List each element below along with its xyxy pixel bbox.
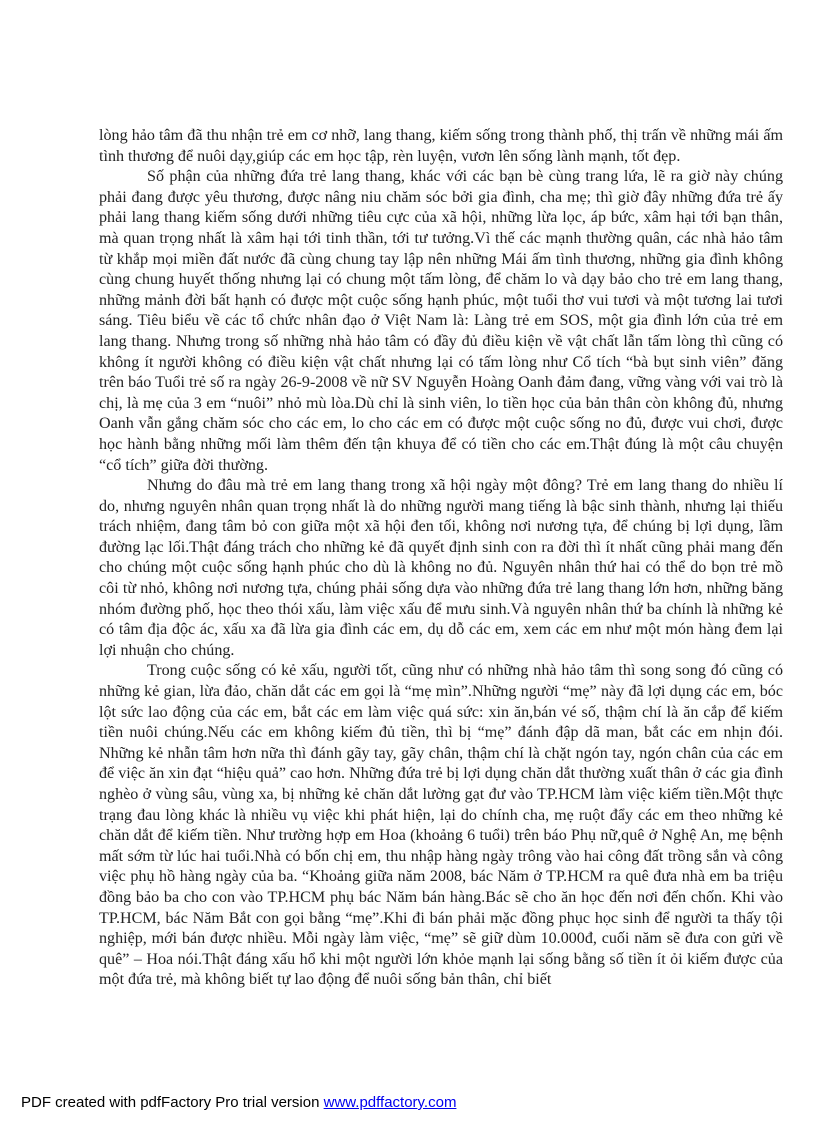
paragraph-2: Số phận của những đứa trẻ lang thang, khác với các bạn bè cùng trang lứa, lẽ ra giờ này chúng phải đang được yêu thương, được nâng niu chăm sóc bởi gia đình, cha mẹ; thì giờ đây những đứa trẻ ấy phải lang thang kiếm sống dưới những tiêu cực của xã hội, những lừa lọc, áp bức, xâm hại tới bạn thân, mà quan trọng nhất là xâm hại tới tinh thần, tới tư tưởng.Vì thế các mạnh thường quân, các nhà hảo tâm từ khắp mọi miền đất nước đã cùng chung tay lập nên những Mái ấm tình thương, những gia đình không cùng chung huyết thống nhưng lại có chung một tấm lòng, để chăm lo và dạy bảo cho trẻ em lang thang, những mảnh đời bất hạnh có được một cuộc sống hạnh phúc, một tuổi thơ vui tươi và một tương lai tươi sáng. Tiêu biểu về các tổ chức nhân đạo ở Việt Nam là: Làng trẻ em SOS, một gia đình lớn của trẻ em lang thang. Nhưng trong số những nhà hảo tâm có đầy đủ điều kiện về vật chất lẫn tấm lòng thì cũng có không ít người không có điều kiện vật chất nhưng lại có tấm lòng như Cổ tích “bà bụt sinh viên” đăng trên báo Tuổi trẻ số ra ngày 26-9-2008 về nữ SV Nguyễn Hoàng Oanh đảm đang, vững vàng với vai trò là chị, là mẹ của 3 em “nuôi” nhỏ mù lòa.Dù chỉ là sinh viên, lo tiền học của bản thân còn không đủ, nhưng Oanh vẫn gắng chăm sóc cho các em, lo cho các em có được một cuộc sống no đủ, được vui chơi, được học hành bằng những mối làm thêm đến tận khuya để có tiền cho các em.Thật đúng là một câu chuyện “cổ tích” giữa đời thường. (99, 168, 783, 474)
pdffactory-link[interactable]: www.pdffactory.com (323, 1094, 457, 1111)
paragraph-1: lòng hảo tâm đã thu nhận trẻ em cơ nhỡ, lang thang, kiếm sống trong thành phố, thị trấn về những mái ấm tình thương để nuôi dạy,giúp các em học tập, rèn luyện, vươn lên sống lành mạnh, tốt đẹp. (99, 127, 783, 165)
paragraph-3: Nhưng do đâu mà trẻ em lang thang trong xã hội ngày một đông? Trẻ em lang thang do nhiều lí do, nhưng nguyên nhân quan trọng nhất là do những người mang tiếng là bậc sinh thành, nhưng lại thiếu trách nhiệm, đang tâm bỏ con giữa một xã hội đen tối, không nơi nương tựa, để chúng bị lợi dụng, lầm đường lạc lối.Thật đáng trách cho những kẻ đã quyết định sinh con ra đời thì ít nhất cũng phải mang đến cho chúng một cuộc sống hạnh phúc cho dù là không no đủ. Nguyên nhân thứ hai có thể do bọn trẻ mồ côi từ nhỏ, không nơi nương tựa, chúng phải sống dựa vào những đứa trẻ lang thang lớn hơn, những băng nhóm đường phố, học theo thói xấu, làm việc xấu để mưu sinh.Và nguyên nhân thứ ba chính là những kẻ có tâm địa độc ác, xấu xa đã lừa gia đình các em, dụ dỗ các em, xem các em như một món hàng đem lại lợi nhuận cho chúng. (99, 477, 783, 659)
document-body (99, 126, 783, 991)
paragraph-4: Trong cuộc sống có kẻ xấu, người tốt, cũng như có những nhà hảo tâm thì song song đó cũng có những kẻ gian, lừa đảo, chăn dắt các em gọi là “mẹ mìn”.Những người “mẹ” này đã lợi dụng các em, bóc lột sức lao động của các em, bắt các em làm việc quá sức: xin ăn,bán vé số, thậm chí là ăn cắp để kiếm tiền nuôi chúng.Nếu các em không kiếm đủ tiền, thì bị “mẹ” đánh đập dã man, bắt các em nhịn đói. Những kẻ nhẫn tâm hơn nữa thì đánh gãy tay, gãy chân, thậm chí là chặt ngón tay, ngón chân của các em để việc ăn xin đạt “hiệu quả” cao hơn. Những đứa trẻ bị lợi dụng chăn dắt thường xuất thân ở các gia đình nghèo ở vùng sâu, vùng xa, bị những kẻ chăn dắt lường gạt đư vào TP.HCM làm việc kiếm tiền.Một thực trạng đau lòng khác là nhiều vụ việc khi phát hiện, lại do chính cha, mẹ ruột đẩy các em theo những kẻ chăn dắt để kiếm tiền. Như trường hợp em Hoa (khoảng 6 tuổi) trên báo Phụ nữ,quê ở Nghệ An, mẹ bệnh mất sớm từ lúc hai tuổi.Nhà có bốn chị em, thu nhập hàng ngày trông vào hai công đất trồng sắn và công việc phụ hồ hàng ngày của ba. “Khoảng giữa năm 2008, bác Năm ở TP.HCM ra quê đưa nhà em ba triệu đồng bảo ba cho con vào TP.HCM phụ bác Năm bán hàng.Bác sẽ cho ăn học đến nơi đến chốn. Khi vào TP.HCM, bác Năm Bắt con gọi bằng “mẹ”.Khi đi bán phải mặc đồng phục học sinh để người ta thấy tội nghiệp, mới bán được nhiều. Mỗi ngày làm việc, “mẹ” sẽ giữ dùm 10.000đ, cuối năm sẽ đưa con gửi về quê” – Hoa nói.Thật đáng xấu hổ khi một người lớn khỏe mạnh lại sống bằng số tiền ít ỏi kiếm được của một đứa trẻ, mà không biết tự lao động để nuôi sống bản thân, chỉ biết (99, 662, 783, 989)
footer-text: PDF created with pdfFactory Pro trial version (21, 1094, 324, 1111)
pdf-footer (21, 1094, 456, 1111)
